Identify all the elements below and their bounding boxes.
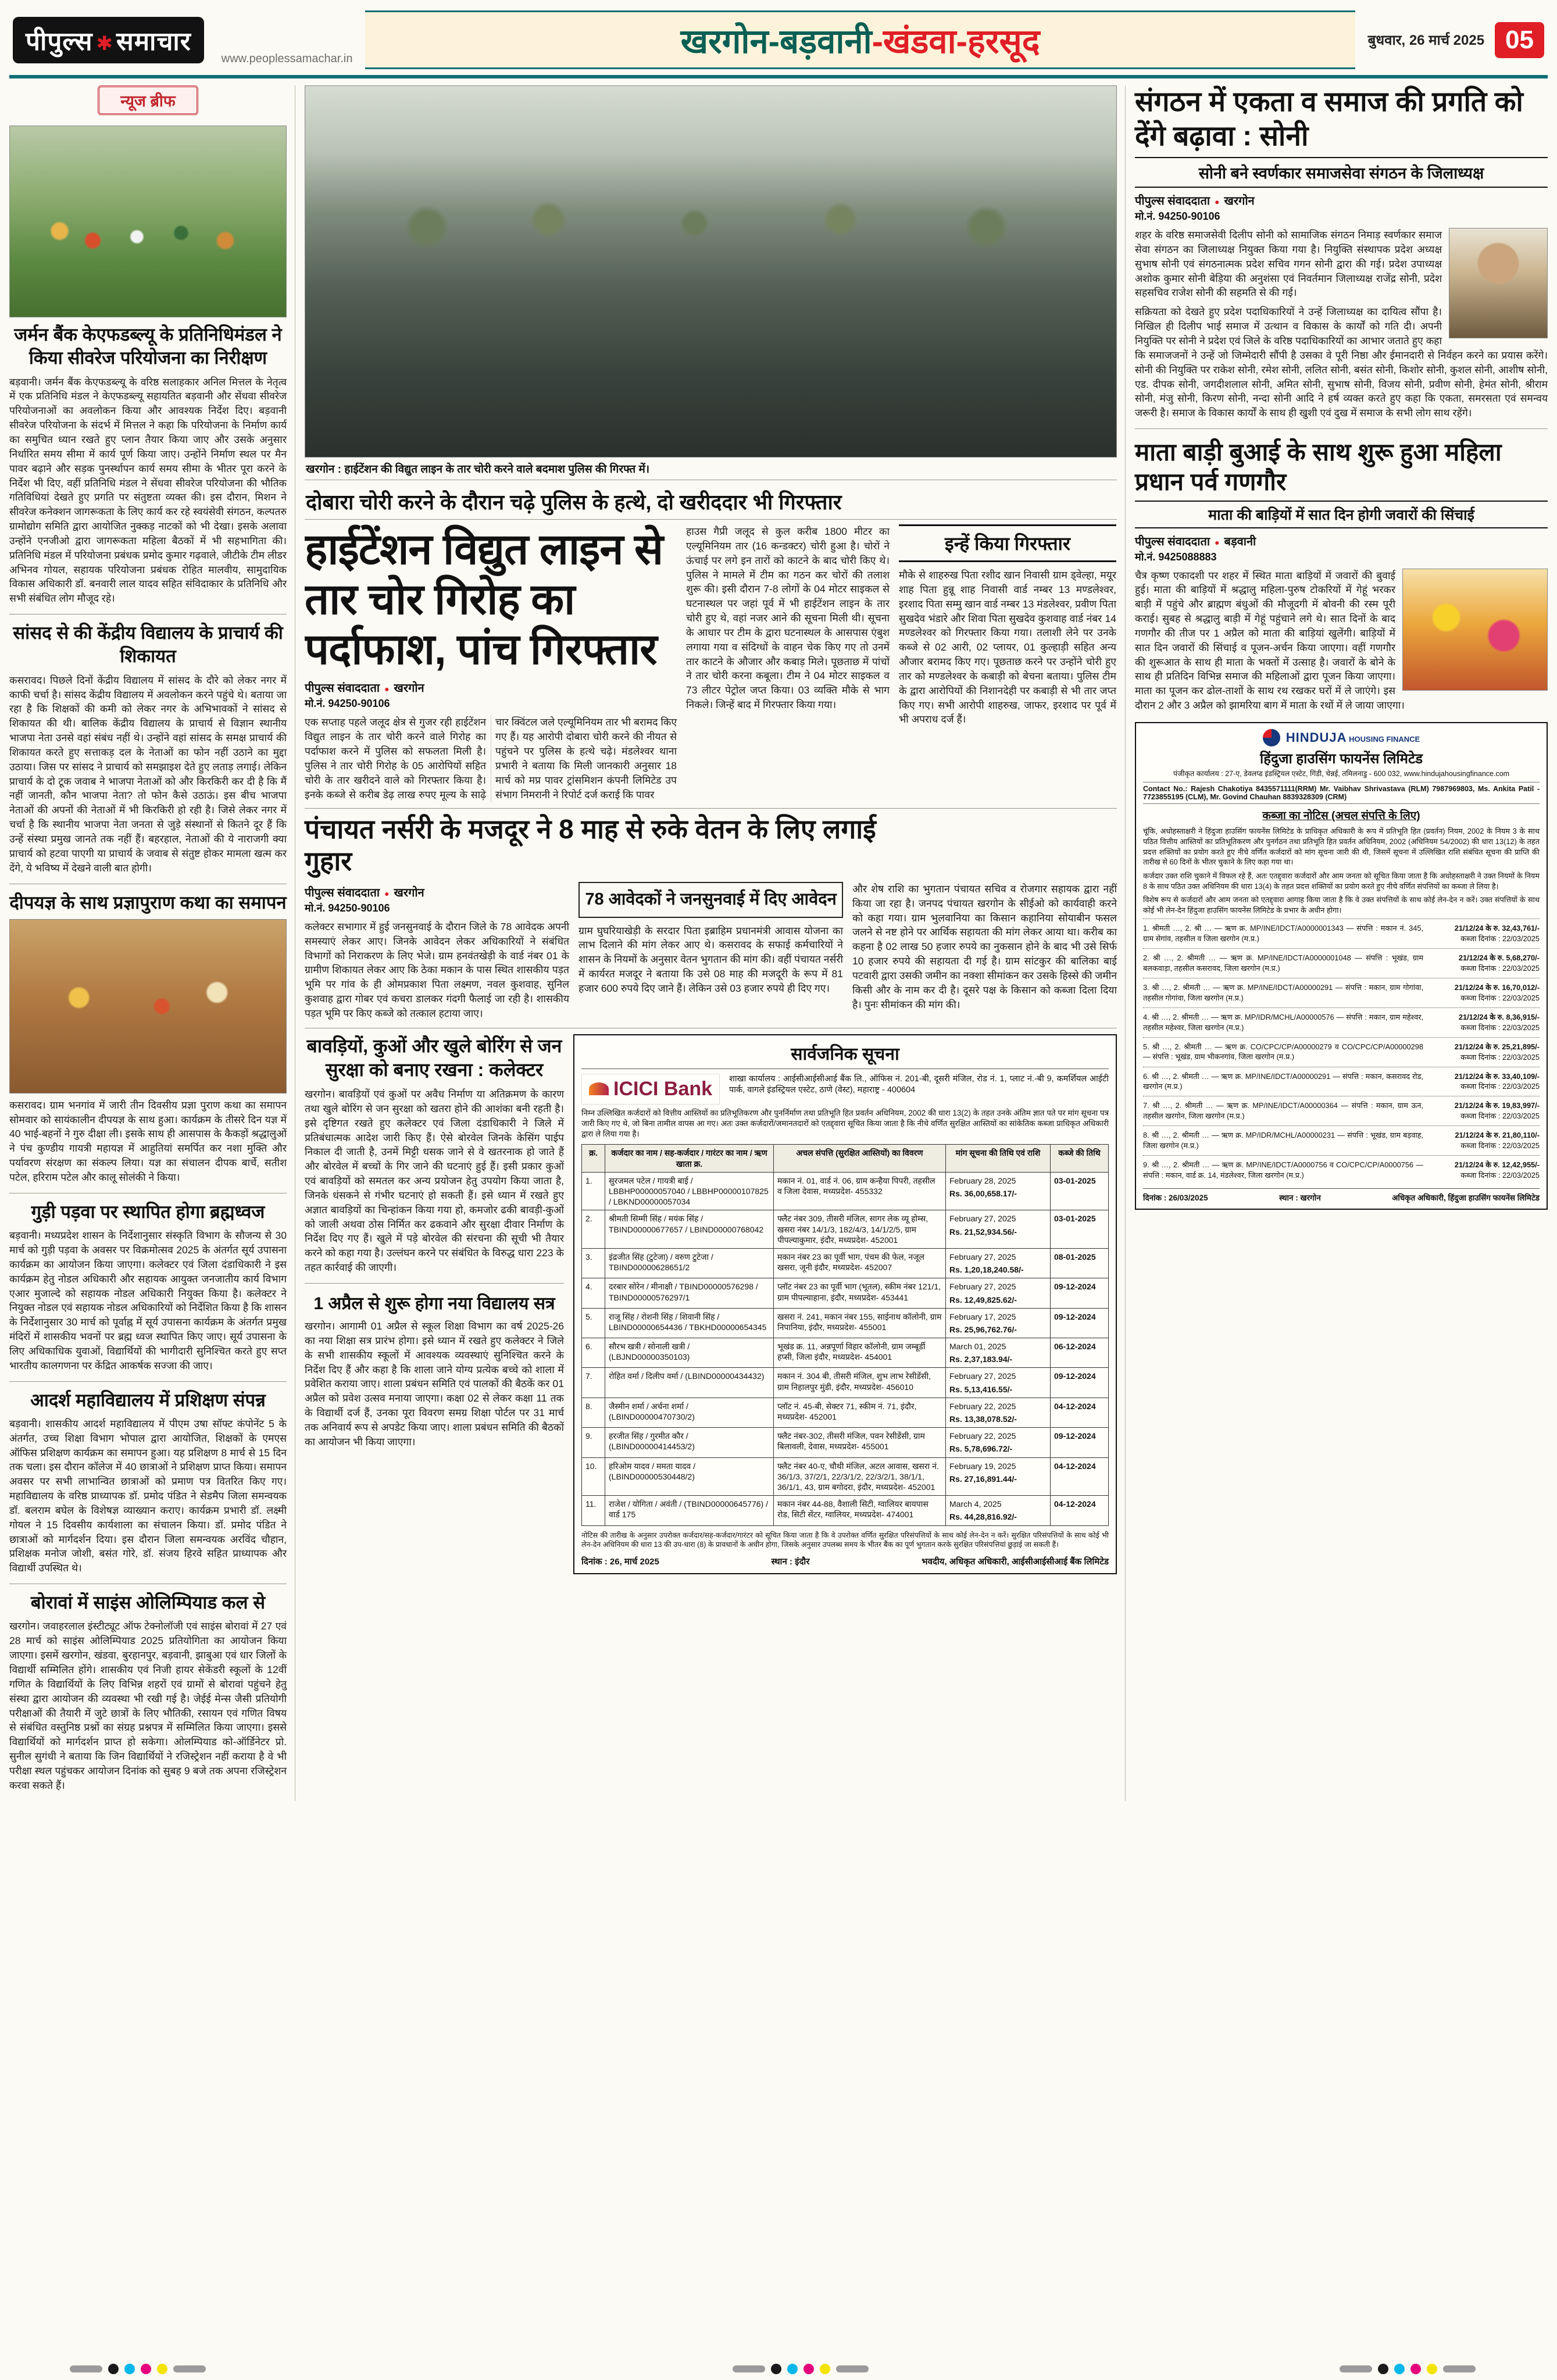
demand-amount: Rs. 5,78,696.72/-: [949, 1444, 1013, 1454]
demand-amount: Rs. 21,52,934.56/-: [949, 1227, 1017, 1237]
byline: [305, 884, 569, 900]
demand-notice-date: February 17, 2025: [949, 1311, 1016, 1321]
grey-bar: [173, 2365, 206, 2372]
gangaur-subhead: माता की बाड़ियों में सात दिन होगी जवारों की सिंचाई: [1135, 501, 1548, 528]
entry-possession-date: कब्जा दिनांक : 22/03/2025: [1460, 964, 1540, 973]
cell-borrower-name: हरिओम यादव / ममता यादव / (LBIND00000530448/2): [605, 1457, 774, 1496]
nursery-body-2: ग्राम घुघरियाखेड़ी के सरदार पिता इब्राहिम प्रधानमंत्री आवास योजना का लाभ दिलाने की मांग लेकर आए थे। कसरावद के सफाई कर्मचारियों ने शासन के नियमों के अनुसार वेतन भुगतान की मांग की। वहीं पंचायत नर्सरी में कार्यरत मजदूर ने बताया कि उसे 08 माह की मजदूरी के रूप में 81 हजार 600 रुपये दिए जाने हैं। लेकिन उसे 03 हजार रुपये ही दिए गए।: [578, 924, 843, 994]
article-headline: सांसद से की केंद्रीय विद्यालय के प्राचार्य की शिकायत: [13, 623, 283, 667]
logo-word-2: समाचार: [116, 27, 191, 56]
region-title-band: [365, 10, 1355, 69]
black-dot-icon: [108, 2364, 119, 2374]
cell-demand-date-amount: [946, 1428, 1051, 1457]
cell-property-description: मकान नं. 01, वार्ड नं. 06, ग्राम कन्हैया पिपरी, तहसील व जिला देवास, मध्यप्रदेश- 455332: [774, 1172, 946, 1210]
main-story-mid: [686, 524, 890, 802]
cell-demand-date-amount: [946, 1172, 1051, 1210]
public-notice-title: सार्वजनिक सूचना: [581, 1041, 1109, 1069]
icici-footer: [581, 1556, 1109, 1567]
entry-possession-date: कब्जा दिनांक : 22/03/2025: [1460, 994, 1540, 1002]
nursery-headline: पंचायत नर्सरी के मजदूर ने 8 माह से रुके वेतन के लिए लगाई गुहार: [305, 813, 876, 876]
byline-place: खरगोन: [1224, 195, 1255, 208]
entry-amount-block: [1429, 1130, 1540, 1151]
cell-possession-date: 09-12-2024: [1051, 1428, 1109, 1457]
demand-amount: Rs. 13,38,078.52/-: [949, 1414, 1017, 1424]
byline-place: बड़वानी: [1224, 535, 1256, 548]
school-session-body: खरगोन। आगामी 01 अप्रैल से स्कूल शिक्षा विभाग का वर्ष 2025-26 का नया शिक्षा सत्र प्रारंभ होगा। इसे ध्यान में रखते हुए कलेक्टर ने जिले के सभी शासकीय स्कूलों में आवश्यक व्यवस्थाएं सुनिश्चित करने के निर्देश दिए हैं और कहा है कि शाला जाने योग्य प्रत्येक बच्चे को शाला में प्रवेशित कराया जाए। शाला प्रबंधन समिति एवं पालकों की बैठकें कर 01 अप्रैल को प्रवेश उत्सव मनाया जाएगा। कक्षा 02 से लेकर कक्षा 11 तक के विद्यार्थी दर्ज हैं, उनका पूरा विवरण समग्र शिक्षा पोर्टल पर 31 मार्च तक अनिवार्य रूप से अपडेट किया जाए। शाला प्रबंधन समिति की बैठकों का आयोजन भी किया जाएगा।: [305, 1320, 564, 1448]
gangaur-body: चैत्र कृष्ण एकादशी पर शहर में स्थित माता बाड़ियों में जवारों की बुवाई हुई। माता की बाड़ियों में श्रद्धालु महिला-पुरुष टोकरियों में गेहूं भरकर बाड़ी में पहुंचे और ब्राह्मण बंधुओं की मौजूदगी में बोवनी की रस्म पूरी कराई। सुबह से श्रद्धालु बाड़ी में गेहूं पहुंचाने लगे थे। सात दिनों के बाद गणगौर की तीज पर 1 अप्रैल को माता की बाड़ियां खुलेंगी। बाड़ियों में सात दिन जवारों की सिंचाई व पूजन-अर्चन किया जाएगा। वहीं गणगौर की शुरूआत के साथ ही माता के भक्तों में उत्साह है। जवारों के बोने के साथ ही प्रतिदिन विभिन्न समाज की महिलाओं द्वारा पूजन किया जाएगा। माता का पूजन कर ढोल-ताशों के साथ रथ रखकर घरों में ले जाएंगे। इस दौरान 2 और 3 अप्रैल को झामरिया बाग में माता के रथों में ले जाया जाएगा।: [1135, 569, 1405, 712]
cell-property-description: फ्लैट नंबर 309, तीसरी मंजिल, सागर लेक व्यू होम्स, खसरा नंबर 14/1/3, 182/4/3, 14/1/2/5, ग्राम पीपल्याकुमार, इंदौर, मध्यप्रदेश- 452001: [774, 1210, 946, 1249]
cell-serial: 8.: [582, 1398, 605, 1427]
hinduja-entry: [1143, 978, 1540, 1007]
photo-wire-thieves-arrest: [305, 85, 1117, 458]
cell-property-description: प्लॉट नंबर 23 का पूर्वी भाग (भूतल), स्कीम नंबर 121/1, ग्राम पीपल्याहाना, इंदौर, मध्यप्रदेश- 453441: [774, 1278, 946, 1308]
magenta-dot-icon: [141, 2364, 151, 2374]
cell-property-description: मकान नं. 304 बी, तीसरी मंजिल, शुभ लाभ रेसीडेंसी, ग्राम निहालपुर मुंडी, इंदौर, मध्यप्रदेश- 456010: [774, 1368, 946, 1398]
icici-brand-text: ICICI Bank: [613, 1077, 713, 1100]
soni-headline: संगठन में एकता व समाज की प्रगति को देंगे बढ़ावा : सोनी: [1135, 87, 1523, 152]
cell-serial: 10.: [582, 1457, 605, 1496]
cyan-dot-icon: [124, 2364, 135, 2374]
article-deep-yagya: [9, 884, 287, 1193]
hinduja-entry: [1143, 1125, 1540, 1155]
entry-demand-amount: 21/12/24 के रु. 8,36,915/-: [1458, 1012, 1540, 1021]
nursery-body-3: और शेष राशि का भुगतान पंचायत सचिव व रोजगार सहायक द्वारा नहीं किया जा रहा है। जनपद पंचायत खरगोन के सीईओ को कार्यवाही करने को कहा गया। ग्राम भुलवानिया का किसान कहानिया सोयाबीन फसल जलने से नष्ट होने पर आर्थिक सहायता की मांग लेकर आया था। करीब का कहना है 02 लाख 50 हजार रुपये का नुकसान होने के बाद भी उसे सिर्फ 10 हजार रुपये की सहायता दी गई है। ग्राम सांटकुर की बालिका बाई पटवारी द्वारा उसकी जमीन का नक्शा सीमांकन कर उसके हिस्से की जमीन किसी और के नाम कर दी है। दूसरे पक्ष के किसान को कब्जा दिला दिया है। पुनः सीमांकन की मांग की।: [852, 882, 1117, 1010]
demand-notice-date: February 19, 2025: [949, 1461, 1016, 1471]
demand-notice-date: February 28, 2025: [949, 1175, 1016, 1185]
article-body: कसरावद। ग्राम भनगांव में जारी तीन दिवसीय प्रज्ञा पुराण कथा का समापन सोमवार को सायंकालीन दीपयज्ञ के साथ हुआ। कार्यक्रम के तीसरे दिन यज्ञ में 40 भाई-बहनों ने गुरु दीक्षा ली। इसके साथ ही आसपास के कैकड़ों श्रद्धालुओं ने पंच कुण्डीय गायत्री महायज्ञ में आहुतियां समर्पित कर नशा मुक्ति और पर्यावरण संरक्षण का संकल्प लिया। यज्ञ का संचालन दीपक बार्चे, सतीश पटेल, हरिराम पटेल और कालू सोलंकी ने किया।: [9, 1099, 287, 1184]
table-header-cell: क्र.: [582, 1145, 605, 1172]
cell-borrower-name: रोहित वर्मा / दिलीप वर्मा / (LBIND00000434432): [605, 1368, 774, 1398]
icici-intro-paragraph: निम्न उल्लिखित कर्जदारों को वित्तीय आस्तियों का प्रतिभूतिकरण और पुनर्निर्माण तथा प्रतिभूति हित प्रवर्तन अधिनियम, 2002 की धारा 13(2) के तहत उनके अंतिम ज्ञात पते पर मांग सूचना पत्र जारी किए गए थे, जो बिना तामील वापस आ गए। अतः उक्त कर्जदारों/जमानतदारों को एतद्द्वारा सूचित किया जाता है कि नीचे वर्णित सुरक्षित आस्तियों का सांकेतिक कब्जा प्राधिकृत अधिकारी द्वारा ले लिया गया है।: [581, 1108, 1109, 1139]
article-sewerage-inspection: [9, 119, 287, 614]
table-row: [582, 1428, 1109, 1457]
hinduja-paragraph-2: कर्जदार उक्त राशि चुकाने में विफल रहे हैं, अतः एतद्द्वारा कर्जदारों और आम जनता को सूचित किया जाता है कि अधोहस्ताक्षरी ने उक्त नियमों के नियम 8 के साथ पठित उक्त अधिनियम की धारा 13(4) के तहत प्रदत्त शक्तियों का प्रयोग करते हुए नीचे वर्णित संपत्तियों का कब्जा ले लिया है।: [1143, 871, 1540, 891]
article-headline: जर्मन बैंक केएफडब्ल्यू के प्रतिनिधिमंडल ने किया सीवरेज परियोजना का निरीक्षण: [14, 324, 282, 369]
hinduja-signoff: अधिकृत अधिकारी, हिंदुजा हाउसिंग फायनेंस लिमिटेड: [1392, 1193, 1540, 1202]
table-row: [582, 1398, 1109, 1427]
hinduja-notice-title: कब्जा का नोटिस (अचल संपत्ति के लिए): [1262, 810, 1420, 823]
demand-notice-date: March 4, 2025: [949, 1499, 1002, 1509]
table-row: [582, 1457, 1109, 1496]
soni-subhead: सोनी बने स्वर्णकार समाजसेवा संगठन के जिलाध्यक्ष: [1135, 157, 1548, 188]
grey-bar: [1340, 2365, 1372, 2372]
entry-borrower-property: 8. श्री …, 2. श्रीमती … — ऋण क्र. MP/IDR/MCHL/A00000231 — संपत्ति : भूखंड, ग्राम बड़वाह, जिला खरगोन (म.प्र.): [1143, 1131, 1423, 1150]
entry-demand-amount: 21/12/24 के रु. 33,40,109/-: [1454, 1071, 1540, 1081]
cell-demand-date-amount: [946, 1496, 1051, 1525]
collector-article: [305, 1034, 564, 1574]
hinduja-logo-icon: [1263, 729, 1280, 746]
cell-possession-date: 09-12-2024: [1051, 1278, 1109, 1308]
cell-serial: 11.: [582, 1496, 605, 1525]
collector-headline: बावड़ियों, कुओं और खुले बोरिंग से जन सुरक्षा को बनाए रखना : कलेक्टर: [306, 1035, 562, 1081]
entry-amount-block: [1429, 1042, 1540, 1063]
magenta-dot-icon: [1410, 2364, 1421, 2374]
masthead-right: [1368, 22, 1544, 58]
byline-bullet-icon: [380, 887, 394, 899]
reporter-label: पीपुल्स संवाददाता: [305, 682, 380, 695]
hinduja-contacts: Contact No.: Rajesh Chakotiya 8435571111(RRM) Mr. Vaibhav Shrivastava (RLM) 7987969803, Ms. Ankita Patil - 7723855195 (CLM), Mr. Govind Chauhan 8839328309 (CRM): [1143, 782, 1540, 804]
icici-bank-logo: [581, 1074, 720, 1105]
entry-possession-date: कब्जा दिनांक : 22/03/2025: [1460, 1082, 1540, 1091]
hinduja-entry: [1143, 1096, 1540, 1125]
edition-date: बुधवार, 26 मार्च 2025: [1367, 33, 1485, 48]
demand-amount: Rs. 44,28,816.92/-: [949, 1512, 1017, 1522]
demand-notice-date: March 01, 2025: [949, 1342, 1006, 1352]
hinduja-entry: [1143, 1155, 1540, 1185]
cell-property-description: फ्लैट नंबर-302, तीसरी मंजिल, पवन रेसीडेंसी, ग्राम बिलावली, देवास, मध्यप्रदेश- 455001: [774, 1428, 946, 1457]
black-dot-icon: [1378, 2364, 1388, 2374]
hinduja-entry: [1143, 1007, 1540, 1037]
cell-serial: 5.: [582, 1308, 605, 1338]
main-story: [305, 519, 1117, 802]
cell-possession-date: 03-01-2025: [1051, 1210, 1109, 1249]
icici-brand-row: [581, 1074, 1109, 1105]
center-column: [305, 85, 1126, 1801]
cell-serial: 2.: [582, 1210, 605, 1249]
table-header-cell: कर्जदार का नाम / सह-कर्जदार / गारंटर का नाम / ऋण खाता क्र.: [605, 1145, 774, 1172]
cell-borrower-name: दरबार सोरेन / मीनाक्षी / TBIND00000576298 / TBIND00000576297/1: [605, 1278, 774, 1308]
cell-possession-date: 08-01-2025: [1051, 1248, 1109, 1278]
arrested-body: मौके से शाहरुख पिता रशीद खान निवासी ग्राम ड्वेल्हा, मयूर शाह पिता हुन्नू शाह निवासी वार्ड नम्बर 13 मण्डलेश्वर, इरशाद पिता सम्मु खान वार्ड नम्बर 13 मंडलेश्वर, प्रवीण पिता सुखदेव भंडारे और शिवा पिता सुखदेव कुशवाह वार्ड नंबर 14 मण्डलेश्वर को गिरफ्तार किया गया। तलाशी लेने पर उनके कब्जे से 02 आरी, 02 प्लायर, 01 कुल्हाड़ी सहित अन्य औजार बरामद किए गए। पूछताछ करने पर उन्होंने चोरी हुए तार को मण्डलेश्वर के कबाड़ी को बेचना बताया। पुलिस टीम के द्वारा आरोपियों की निशानदेही पर कबाड़ी से भी तार जप्त किए गए। सभी आरोपी शाहरुख, जाफर, इरशाद पर पूर्व में भी अपराध दर्ज हैं।: [899, 569, 1116, 726]
hinduja-brand-name: HINDUJA: [1285, 730, 1347, 745]
table-row: [582, 1338, 1109, 1368]
soni-article: [1135, 85, 1548, 420]
entry-amount-block: [1429, 982, 1540, 1003]
article-science-olympiad: [9, 1584, 287, 1800]
entry-demand-amount: 21/12/24 के रु. 16,70,012/-: [1454, 983, 1540, 992]
cell-borrower-name: राजेश / योगिता / अवंती / (TBIND00000645776) / वार्ड 175: [605, 1496, 774, 1525]
demand-notice-date: February 27, 2025: [949, 1252, 1016, 1262]
right-column: [1135, 85, 1548, 1801]
article-headline: आदर्श महाविद्यालय में प्रशिक्षण संपन्न: [30, 1389, 266, 1410]
photo-gangaur-festival: [1402, 569, 1548, 691]
demand-amount: Rs. 36,00,658.17/-: [949, 1189, 1017, 1199]
gangaur-headline: माता बाड़ी बुआई के साथ शुरू हुआ महिला प्रधान पर्व गणगौर: [1135, 428, 1548, 496]
cell-possession-date: 03-01-2025: [1051, 1172, 1109, 1210]
possession-notice-table: [581, 1144, 1109, 1525]
entry-possession-date: कब्जा दिनांक : 22/03/2025: [1460, 1112, 1540, 1121]
entry-possession-date: कब्जा दिनांक : 22/03/2025: [1460, 934, 1540, 944]
cell-possession-date: 09-12-2024: [1051, 1368, 1109, 1398]
icici-office-address: शाखा कार्यालय : आईसीआईसीआई बैंक लि., ऑफिस नं. 201-बी, दूसरी मंजिल, रोड नं. 1, प्लाट नं.-बी 9, कमर्शियल आईटी पार्क, वागले इंडस्ट्रियल एस्टेट, ठाणे (वेस्ट), महाराष्ट्र - 400604: [729, 1074, 1109, 1095]
icici-date: दिनांक : 26, मार्च 2025: [581, 1557, 659, 1567]
reporter-phone: मो.नं. 94250-90106: [1135, 210, 1220, 223]
main-headline: हाईटेंशन विद्युत लाइन से तार चोर गिरोह का पर्दाफाश, पांच गिरफ्तार: [305, 525, 663, 673]
hinduja-entry: [1143, 1067, 1540, 1096]
byline-place: खरगोन: [394, 886, 424, 899]
article-principal-complaint: [9, 614, 287, 884]
cell-possession-date: 06-12-2024: [1051, 1338, 1109, 1368]
demand-notice-date: February 22, 2025: [949, 1401, 1016, 1411]
photo-deep-yagya-ceremony: [9, 919, 287, 1093]
cell-demand-date-amount: [946, 1398, 1051, 1427]
hinduja-paragraph-1: चूंकि, अधोहस्ताक्षरी ने हिंदुजा हाउसिंग फायनेंस लिमिटेड के प्राधिकृत अधिकारी के रूप में प्रतिभूति हित (प्रवर्तन) नियम, 2002 के नियम 3 के साथ पठित वित्तीय आस्तियों का प्रतिभूतिकरण और पुनर्गठन तथा प्रतिभूति हित प्रवर्तन अधिनियम, 2002 (अधिनियम 54/2002) की धारा 13(12) के तहत प्रदत्त शक्तियों का प्रयोग करते हुए नीचे वर्णित कर्जदारों को मांग सूचना जारी की थी, जिसमें सूचना में उल्लिखित राशि संबंधित सूचना की प्राप्ति की तारीख से 60 दिनों के भीतर चुकाने के लिए कहा गया था।: [1143, 827, 1540, 867]
table-row: [582, 1368, 1109, 1398]
yellow-dot-icon: [1427, 2364, 1437, 2374]
icici-signoff: भवदीय, अधिकृत अधिकारी, आईसीआईसीआई बैंक लिमिटेड: [922, 1557, 1109, 1567]
entry-amount-block: [1429, 1071, 1540, 1092]
demand-amount: Rs. 5,13,416.55/-: [949, 1384, 1013, 1394]
entry-demand-amount: 21/12/24 के रु. 19,83,997/-: [1454, 1101, 1540, 1110]
article-body: बड़वानी। जर्मन बैंक केएफडब्ल्यू के वरिष्ठ सलाहकार अनिल मित्तल के नेतृत्व में एक प्रतिनिधि मंडल ने केएफडब्ल्यू सहायतित बड़वानी और सेंधवा सीवरेज परियोजनाओं का अवलोकन किया और आवश्यक निर्देश दिए। बड़वानी सीवरेज परियोजना के संदर्भ में मित्तल ने कहा कि परियोजना के निर्माण कार्य का समुचित ध्यान रखते हुए प्लान तैयार किया जाए और उसके अनुसार निर्धारित समय सीमा में कार्य पूर्ण किया जाए। उन्होंने निर्माण स्थल पर मैन पावर बढ़ाने और सड़क पुनर्स्थापन कार्य समय सीमा के भीतर पूरा करने के निर्देश भी दिए, वहीं प्रतिनिधि मंडल ने सेंधवा सीवरेज परियोजना की भौतिक गतिविधियां देखते हुए प्रगति पर संतुष्टता व्यक्त की। इस दौरान, मिशन ने सीवरेज कनेक्शन जागरूकता के लिए कार्य कर रहे स्वयंसेवी संगठन, कल्पतरु ग्रामोद्योग समिति द्वारा आयोजित नुक्कड़ नाटकों को भी देखा। इसके अलावा उन्होंने एनजीओ द्वारा जागरूकता महिला बैठकों में भी सहभागिता की। प्रतिनिधि मंडल में परियोजना प्रबंधक प्रमोद कुमार गढ़वाले, जीटीके टीम लीडर अभिनव गोयल, सहायक परियोजना प्रबंधक रोहित मालवीय, सामुदायिक विकास अधिकारी डॉ. बनवारी लाल यादव सहित संविदाकार के प्रतिनिधि और सभी संबंधित लोग मौजूद रहे।: [9, 376, 287, 605]
left-column: [9, 85, 295, 1801]
table-row: [582, 1278, 1109, 1308]
table-header-cell: मांग सूचना की तिथि एवं राशि: [946, 1145, 1051, 1172]
hinduja-entry: [1143, 919, 1540, 948]
demand-amount: Rs. 12,49,825.62/-: [949, 1295, 1017, 1305]
reporter-phone: मो.नं. 94250-90106: [305, 698, 390, 710]
table-row: [582, 1308, 1109, 1338]
icici-note-paragraph: नोटिस की तारीख के अनुसार उपरोक्त कर्जदार/सह-कर्जदार/गारंटर को सूचित किया जाता है कि वे उपरोक्त वर्णित सुरक्षित परिसंपत्तियों के साथ कोई लेन-देन न करें। सुरक्षित परिसंपत्तियों के साथ कोई भी लेन-देन अधिनियम की धारा 13 की उप-धारा (8) के प्रावधानों के अधीन होगा, जिसके अनुसार उपलब्ध समय के भीतर बैंक का पूर्ण भुगतान करके सुरक्षित परिसंपत्तियां छुड़ाई जा सकती हैं।: [581, 1531, 1109, 1549]
hinduja-entry: [1143, 948, 1540, 978]
photo-dilip-soni-portrait: [1449, 228, 1548, 338]
entry-possession-date: कब्जा दिनांक : 22/03/2025: [1460, 1023, 1540, 1032]
entry-borrower-property: 5. श्री …, 2. श्रीमती … — ऋण क्र. CO/CPC/CP/A00000279 व CO/CPC/CP/A00000298 — संपत्ति : भूखंड, ग्राम भीकनगांव, जिला खरगोन (म.प्र.): [1143, 1042, 1423, 1062]
print-registration-marks-right: [1340, 2364, 1476, 2374]
demand-notice-date: February 27, 2025: [949, 1282, 1016, 1292]
hinduja-brand: [1143, 729, 1540, 746]
reporter-phone: मो.नं. 9425088883: [1135, 551, 1217, 563]
article-body: खरगोन। जवाहरलाल इंस्टीट्यूट ऑफ टेक्नोलॉजी एवं साइंस बोरावां में 27 एवं 28 मार्च को साइंस ओलिम्पियाड 2025 प्रतियोगिता का आयोजन किया जाएगा। इसमें खरगोन, खंडवा, बुरहानपुर, बड़वानी, झाबुआ एवं धार जिलों के विद्यार्थी सम्मिलित होंगे। शासकीय एवं निजी हायर सेकेंडरी स्कूलों के 12वीं गणित के विद्यार्थियों के लिए विभिन्न शहरों एवं ग्रामों से बोरावां पहुंचने हेतु संस्था द्वारा आयोजन की व्यवस्था भी रखी गई है। जेईई मेन्स जैसी प्रतियोगी परीक्षाओं की तैयारी में जुटे छात्रों के लिए भौतिकी, रसायन एवं गणित विषय से संबंधित वस्तुनिष्ठ प्रश्नों का संग्रह प्रश्नपत्र में सम्मिलित किया जाएगा। इससे विद्यार्थियों को मार्गदर्शन प्राप्त हो सकेगा। ओलम्पियाड को-ऑर्डिनेटर प्रो. सुनील सुगंधी ने बताया कि जिन विद्यार्थियों ने रजिस्ट्रेशन नहीं कराया है वे भी परीक्षा स्थल पहुंचकर आयोजन दिनांक को सुबह 9 बजे तक अपना रजिस्ट्रेशन करवा सकते हैं।: [9, 1620, 287, 1791]
cell-borrower-name: हरजीत सिंह / गुरमीत कौर / (LBIND00000414453/2): [605, 1428, 774, 1457]
article-headline: बोरावां में साइंस ओलिम्पियाड कल से: [30, 1592, 266, 1613]
masthead: [9, 8, 1548, 78]
cell-borrower-name: सुरजमल पटेल / गायत्री बाई / LBBHP00000057040 / LBBHP00000107825 / LBKND00000057034: [605, 1172, 774, 1210]
article-headline: दीपयज्ञ के साथ प्रज्ञापुराण कथा का समापन: [9, 892, 287, 913]
demand-amount: Rs. 2,37,183.94/-: [949, 1355, 1013, 1364]
byline-bullet-icon: [1210, 195, 1224, 208]
entry-amount-block: [1429, 1100, 1540, 1121]
entry-possession-date: कब्जा दिनांक : 22/03/2025: [1460, 1052, 1540, 1062]
nursery-col-2: [578, 882, 843, 1021]
article-gudi-padwa: [9, 1193, 287, 1382]
news-brief-label: न्यूज ब्रीफ: [98, 85, 198, 115]
reporter-label: पीपुल्स संवाददाता: [1135, 195, 1210, 208]
soni-body-1: शहर के वरिष्ठ समाजसेवी दिलीप सोनी को सामाजिक संगठन निमाड़ स्वर्णकार समाज सेवा संगठन का जिलाध्यक्ष नियुक्त किया गया है। नियुक्ति संस्थापक प्रदेश अध्यक्ष सुभाष सोनी एवं संगठनात्मक प्रदेश सचिव गगन सोनी द्वारा की गई। प्रदेश उपाध्यक्ष अशोक कुमार सोनी बेड़िया की अनुशंसा एवं निवर्तमान जिलाध्यक्ष राजेंद्र सोनी, प्रदेश सहसचिव राजेश सोनी की सहमति से की गई।: [1135, 229, 1442, 299]
nursery-col-1: [305, 882, 569, 1021]
cell-demand-date-amount: [946, 1210, 1051, 1249]
grey-bar: [733, 2365, 765, 2372]
arrested-subhead: इन्हें किया गिरफ्तार: [899, 524, 1116, 562]
icici-place: स्थान : इंदौर: [771, 1557, 810, 1567]
newspaper-logo: [13, 17, 204, 63]
cell-property-description: फ्लैट नंबर 40-ए, चौथी मंजिल, अटल आवास, खसरा नं. 36/1/3, 37/2/1, 22/3/1/2, 22/3/2/1, 38/1/1, 36/1/1, 43, ग्राम बगोदरा, इंदौर, मध्यप्रदेश- 452001: [774, 1457, 946, 1496]
cell-demand-date-amount: [946, 1368, 1051, 1398]
article-body: कसरावद। पिछले दिनों केंद्रीय विद्यालय में सांसद के दौरे को लेकर नगर में काफी चर्चा है। सांसद केंद्रीय विद्यालय में अवलोकन करने पहुंचे थे। बताया जा रहा है कि शिक्षकों की कमी को लेकर नगर के अभिभावकों ने सांसद से शिकायत की थी। बालिक केंद्रीय विद्यालय के प्राचार्य से विज्ञान स्थानीय भाजपा नेता उनसे वहां संबंध नहीं थे। उन्होंने वहां सांसद के समक्ष प्राचार्य की शिकायत करते हुए सत्ताकड़ दल के नेताओं का फोन नहीं उठाने का मुद्दा उठाया। जिस पर सांसद ने प्राचार्य को समझाइश देते हुए लताड़ लगाई। लेकिन प्राचार्य के दो टूक जवाब ने भाजपा नेताओं को और किरकिरी कर दी है कि मैं नहीं जानती, कौन भाजपा नेता? तो फोन कैसे उठाऊं। इस बीच भाजपा नेताओं की अपनों की नेताओं में भी किरकिरी हो रही है। जिसे लेकर नगर में चर्चा है कि स्थानीय भाजपा नेता जनता से जुड़े संस्थानों से कितने दूर हैं कि उन्हें संस्था प्रमुख जानते तक नहीं हैं। बहरहाल, नेताओं की ये नाराजगी क्या प्राचार्य को हटवा पाएगी या प्राचार्य के जवाब से संतुष्ट होकर मामला खत्म कर देंगे, ये भविष्य में देखने वाली बात होगी।: [9, 674, 287, 874]
bottom-center-row: [305, 1028, 1117, 1574]
entry-demand-amount: 21/12/24 के रु. 25,21,895/-: [1454, 1042, 1540, 1051]
entry-borrower-property: 9. श्री …, 2. श्रीमती … — ऋण क्र. MP/INE/IDCT/A0000756 व CO/CPC/CP/A0000756 — संपत्ति : मकान, वार्ड क्र. 14, मंडलेश्वर, जिला खरगोन (म.प्र.): [1143, 1160, 1423, 1180]
entry-demand-amount: 21/12/24 के रु. 5,68,270/-: [1458, 953, 1540, 963]
black-dot-icon: [771, 2364, 781, 2374]
region-title-part2: -खंडवा-हरसूद: [872, 23, 1040, 60]
page-content: [9, 85, 1548, 1801]
article-headline: गुड़ी पड़वा पर स्थापित होगा ब्रह्मध्वज: [31, 1201, 265, 1222]
entry-demand-amount: 21/12/24 के रु. 12,42,955/-: [1454, 1160, 1540, 1169]
byline: [305, 680, 677, 695]
cell-serial: 6.: [582, 1338, 605, 1368]
table-header-row: [582, 1145, 1109, 1172]
reporter-label: पीपुल्स संवाददाता: [1135, 535, 1210, 548]
reporter-label: पीपुल्स संवाददाता: [305, 886, 380, 899]
cell-serial: 7.: [582, 1368, 605, 1398]
cell-borrower-name: इंद्रजीत सिंह (टुटेजा) / वरुण टुटेजा / TBIND00000628651/2: [605, 1248, 774, 1278]
school-session-headline: 1 अप्रैल से शुरू होगा नया विद्यालय सत्र: [305, 1283, 564, 1314]
byline: [1135, 533, 1548, 549]
table-row: [582, 1172, 1109, 1210]
hinduja-address: पंजीकृत कार्यालय : 27-ए, डेवलप्ड इंडस्ट्रियल एस्टेट, गिंडी, चेन्नई, तमिलनाडु - 600 032, www.hindujahousingfinance.com: [1173, 769, 1510, 778]
entry-demand-amount: 21/12/24 के रु. 21,80,110/-: [1455, 1131, 1540, 1140]
demand-notice-date: February 27, 2025: [949, 1214, 1016, 1224]
demand-amount: Rs. 1,20,18,240.58/-: [949, 1265, 1024, 1275]
entry-borrower-property: 7. श्री …, 2. श्रीमती … — ऋण क्र. MP/INE/IDCT/A00000364 — संपत्ति : मकान, ग्राम ऊन, तहसील खरगोन, जिला खरगोन (म.प्र.): [1143, 1101, 1423, 1120]
entry-borrower-property: 2. श्री …, 2. श्रीमती … — ऋण क्र. MP/INE/IDCT/A0000001048 — संपत्ति : भूखंड, ग्राम बलकवाड़ा, तहसील कसरावद, जिला खरगोन (म.प्र.): [1143, 953, 1423, 973]
cell-borrower-name: सौरभ खत्री / सोनाली खत्री / (LBJND00000350103): [605, 1338, 774, 1368]
byline-place: खरगोन: [394, 682, 424, 695]
cell-serial: 1.: [582, 1172, 605, 1210]
main-photo-caption: खरगोन : हाईटेंशन की विद्युत लाइन के तार चोरी करने वाले बदमाश पुलिस की गिरफ्त में।: [305, 458, 1117, 480]
grey-bar: [70, 2365, 102, 2372]
demand-amount: Rs. 27,16,891.44/-: [949, 1474, 1017, 1484]
cell-serial: 3.: [582, 1248, 605, 1278]
entry-amount-block: [1429, 1012, 1540, 1033]
cyan-dot-icon: [787, 2364, 798, 2374]
main-story-left: [305, 524, 677, 802]
demand-notice-date: February 22, 2025: [949, 1431, 1016, 1441]
yellow-dot-icon: [157, 2364, 167, 2374]
table-header-cell: कब्जे की तिथि: [1051, 1145, 1109, 1172]
byline-bullet-icon: [1210, 535, 1224, 548]
cell-property-description: भूखंड क्र. 11, अन्नपूर्णा विहार कॉलोनी, ग्राम जम्बूर्डी हप्सी, जिला इंदौर, मध्यप्रदेश- 454001: [774, 1338, 946, 1368]
cell-possession-date: 04-12-2024: [1051, 1398, 1109, 1427]
cell-demand-date-amount: [946, 1457, 1051, 1496]
table-row: [582, 1210, 1109, 1249]
cell-demand-date-amount: [946, 1338, 1051, 1368]
cell-property-description: मकान नंबर 44-88, वैशाली सिटी, ग्वालियर बायपास रोड, सिटी सेंटर, ग्वालियर, मध्यप्रदेश- 474001: [774, 1496, 946, 1525]
hinduja-place: स्थान : खरगोन: [1279, 1193, 1321, 1202]
demand-amount: Rs. 25,96,762.76/-: [949, 1324, 1017, 1334]
jansunwai-subhead: 78 आवेदकों ने जनसुनवाई में दिए आवेदन: [578, 882, 843, 918]
print-registration-marks-center: [733, 2364, 869, 2374]
article-body: बड़वानी। शासकीय आदर्श महाविद्यालय में पीएम उषा सॉफ्ट कंपोनेंट 5 के अंतर्गत, उच्च शिक्षा विभाग भोपाल द्वारा आयोजित, शिक्षकों के एमएस ऑफिस प्रशिक्षण कार्यक्रम का समापन हुआ। यह प्रशिक्षण 8 मार्च से 15 दिन तक चला। इस दौरान कॉलेज में 40 छात्राओं ने प्रशिक्षण प्राप्त किया। समापन अवसर पर सभी लाभान्वित छात्राओं को प्रमाण पत्र वितरित किए गए। महाविद्यालय के वरिष्ठ प्राध्यापक डॉ. प्रमोद पंडित ने सेडमैप जिला समन्वयक डॉ. बलराम बघेल के विशेषज्ञ व्याख्यान कराए। कार्यक्रम प्रभारी डॉ. लक्ष्मी गोयल ने 15 दिवसीय कार्यशाला का संचालन किया। डॉ. प्रमोद पंडित ने छात्राओं को मार्गदर्शन दिया। इस दौरान जिला समन्वयक अरविंद चौहान, प्रशिक्षक मनोज जोशी, बसंत गोरे, डॉ. संजय हिरवे सहित प्राध्यापक और विद्यार्थी उपस्थित थे।: [9, 1417, 287, 1574]
cell-demand-date-amount: [946, 1248, 1051, 1278]
cell-borrower-name: राजू सिंह / रोशनी सिंह / शिवानी सिंह / LBIND00000654436 / TBKHD00000654345: [605, 1308, 774, 1338]
entry-borrower-property: 4. श्री …, 2. श्रीमती … — ऋण क्र. MP/IDR/MCHL/A00000576 — संपत्ति : मकान, ग्राम महेश्वर, तहसील महेश्वर, जिला खरगोन (म.प्र.): [1143, 1012, 1423, 1032]
byline-bullet-icon: [380, 682, 394, 695]
article-college-training: [9, 1382, 287, 1585]
cell-property-description: प्लॉट नं. 45-बी, सेक्टर 71, स्कीम नं. 71, इंदौर, मध्यप्रदेश- 452001: [774, 1398, 946, 1427]
photo-sewerage-inspection: [9, 126, 287, 317]
gangaur-article: [1135, 428, 1548, 713]
region-title-part1: खरगोन-बड़वानी: [680, 23, 872, 60]
cell-property-description: मकान नंबर 23 का पूर्वी भाग, पंचम की फेल, नजूल खसरा, जूनी इंदौर, मध्यप्रदेश- 452007: [774, 1248, 946, 1278]
entry-demand-amount: 21/12/24 के रु. 32,43,761/-: [1454, 924, 1540, 933]
hinduja-date: दिनांक : 26/03/2025: [1143, 1193, 1208, 1202]
entry-borrower-property: 1. श्रीमती …, 2. श्री … — ऋण क्र. MP/INE/IDCT/A0000001343 — संपत्ति : मकान नं. 345, ग्राम सेगांव, तहसील व जिला खरगोन (म.प्र.): [1143, 924, 1423, 944]
icici-arc-icon: [589, 1082, 609, 1095]
soni-body-2: सक्रियता को देखते हुए प्रदेश पदाधिकारियों ने उन्हें जिलाध्यक्ष का दायित्व सौंपा है। निखिल ही दिलीप भाई समाज में उत्थान व विकास के कार्यों को गति दी। अपनी नियुक्ति पर सोनी ने प्रदेश एवं जिले के वरिष्ठ पदाधिकारियों का आभार जताते हुए कहा कि समाजजनों ने उन्हें जो जिम्मेदारी सौंपी है उसका वे पूरी निष्ठा और ईमानदारी से निर्वहन करने का प्रयास करेंगे। सोनी की नियुक्ति पर राकेश सोनी, रमेश सोनी, ललित सोनी, बसंत सोनी, किशोर सोनी, कुशल सोनी, आशीष सोनी, एड. दीपक सोनी, जगदीशलाल सोनी, अमित सोनी, सुभाष सोनी, विजय सोनी, प्रवीण सोनी, हेमंत सोनी, श्रीराम सोनी, मंजु सोनी, किरण सोनी, नन्दा सोनी आदि ने हर्ष व्यक्त करते हुए कहा कि एकता, समरसता एवं समन्वय जरूरी है। समाज के विकास कार्यों के साथ ही खुशी एवं दुख में समाज के सभी लोग साथ रहेंगे।: [1135, 306, 1548, 419]
entry-borrower-property: 6. श्री …, 2. श्रीमती … — ऋण क्र. MP/INE/IDCT/A00000291 — संपत्ति : मकान, कसरावद रोड, खरगोन (म.प्र.): [1143, 1071, 1423, 1091]
cell-demand-date-amount: [946, 1278, 1051, 1308]
cell-possession-date: 09-12-2024: [1051, 1308, 1109, 1338]
main-story-right: [899, 524, 1116, 802]
cell-possession-date: 04-12-2024: [1051, 1496, 1109, 1525]
cyan-dot-icon: [1394, 2364, 1405, 2374]
hinduja-paragraph-3: विशेष रूप से कर्जदारों और आम जनता को एतद्द्वारा आगाह किया जाता है कि वे उक्त संपत्तियों के साथ कोई लेन-देन न करें। उक्त संपत्तियों के साथ कोई भी लेन-देन हिंदुजा हाउसिंग फायनेंस लिमिटेड के प्रभार के अधीन होगा।: [1143, 895, 1540, 914]
nursery-body-1: कलेक्टर सभागार में हुई जनसुनवाई के दौरान जिले के 78 आवेदक अपनी समस्याएं लेकर आए। जिनके आवेदन लेकर अधिकारियों ने संबंधित विभागों को निराकरण के लिए भेजे। ग्राम हनवंतखेड़ी के वार्ड नंबर 01 के ग्रामीण शिकायत लेकर आए कि ठेका मकान के पास स्थित शासकीय पड़त भूमि पर गांव के ही ओमप्रकाश पिता लक्ष्मण, नवल कुशवाह, सुनिल कुशवाह द्वारा गोबर एवं कचरा डालकर गंदगी फैलाई जा रही है। शासकीय पड़त भूमि पर किए कब्जे को तत्काल हटाया जाए।: [305, 920, 569, 1019]
demand-notice-date: February 27, 2025: [949, 1371, 1016, 1381]
grey-bar: [836, 2365, 869, 2372]
article-body: बड़वानी। मध्यप्रदेश शासन के निर्देशानुसार संस्कृति विभाग के सौजन्य से 30 मार्च को गुड़ी पड़वा के अवसर पर विक्रमोत्सव 2025 के अंतर्गत सूर्य उपासना कार्यक्रम का आयोजन किया जाएगा। कलेक्टर एवं जिला दंडाधिकारी ने इस कार्यक्रम हेतु नोडल अधिकारी और सहायक आयुक्त जनजातीय कार्य विभाग एआर मुजाल्दे को सहायक नोडल अधिकारी नियुक्त किया है। कलेक्टर ने नियुक्त नोडल एवं सहायक नोडल अधिकारियों को निर्देशित किया है कि शासन के निर्देशानुसार 30 मार्च को पूर्वाह्न में सूर्य उपासना कार्यक्रम के अंतर्गत प्रमुख मंदिरों में शासकीय भवनों पर ब्रह्म ध्वज स्थापित किए जाए। सूर्य उपासना के लिए अधिकाधिक युवाओं, विद्यार्थियों की भागीदारी सुनिश्चित करते हुए सप्त भारतीय कालगणना पर केंद्रित आकर्षक सज्जा की जाए।: [9, 1230, 287, 1371]
entry-amount-block: [1429, 1160, 1540, 1181]
hinduja-footer: [1143, 1188, 1540, 1203]
cell-serial: 9.: [582, 1428, 605, 1457]
nursery-columns: [305, 882, 1117, 1021]
table-body: [582, 1172, 1109, 1525]
cell-possession-date: 04-12-2024: [1051, 1457, 1109, 1496]
hinduja-brand-sub: HOUSING FINANCE: [1349, 734, 1420, 744]
yellow-dot-icon: [820, 2364, 830, 2374]
cell-borrower-name: जैस्मीन शर्मा / अर्चना शर्मा / (LBIND00000470730/2): [605, 1398, 774, 1427]
hinduja-entry: [1143, 1037, 1540, 1067]
magenta-dot-icon: [804, 2364, 814, 2374]
hinduja-entries: [1143, 919, 1540, 1184]
page-number-badge: 05: [1495, 22, 1544, 58]
website-url: www.peoplessamachar.in: [221, 52, 353, 65]
hinduja-possession-notice: [1135, 722, 1548, 1210]
entry-amount-block: [1429, 923, 1540, 944]
entry-borrower-property: 3. श्री …, 2. श्रीमती … — ऋण क्र. MP/INE/IDCT/A00000291 — संपत्ति : मकान, ग्राम गोगांवा, तहसील गोगांवा, जिला खरगोन (म.प्र.): [1143, 983, 1423, 1002]
table-row: [582, 1248, 1109, 1278]
byline: [1135, 192, 1548, 208]
hinduja-company-name: हिंदुजा हाउसिंग फायनेंस लिमिटेड: [1260, 751, 1423, 767]
grey-bar: [1443, 2365, 1476, 2372]
nursery-col-3: [852, 882, 1117, 1021]
entry-possession-date: कब्जा दिनांक : 22/03/2025: [1460, 1141, 1540, 1150]
icici-public-notice: [573, 1034, 1117, 1574]
reporter-phone: मो.नं. 94250-90106: [305, 902, 390, 914]
cell-serial: 4.: [582, 1278, 605, 1308]
main-story-body-2: हाउस गैप्री जलूद से कुल करीब 1800 मीटर का एल्यूमिनियम तार (16 कन्डक्टर) चोरी हुआ है। चोरों ने ऊंचाई पर लगे इन तारों को काटने के बाद चोरी किए थे। पुलिस ने मामले में टीम का गठन कर चोरों की तलाश शुरू की। इसी दौरान 7-8 लोगों के 04 मोटर साइकल से घटनास्थल पर जहां पूर्व में भी हाईटेंशन लाइन के तार चोरी हुए थे, वहां नजर आने की सूचना मिली थी। सूचना के आधार पर टीम के द्वारा घटनास्थल के आसपास एंबुश लगाया गया व संदिग्धों के वाहन चेक किए गए तो उनमें तार काटने के औजार और कबाड़ मिले। पूछताछ में पांचों ने तार चोरी करना कबूला। टीम ने 04 मोटर साइकल व 73 लीटर पेट्रोल जप्त किया। 03 व्यक्ति मौके से भाग निकले। जिन्हें बाद में गिरफ्तार किया गया।: [686, 526, 890, 711]
table-row: [582, 1496, 1109, 1525]
nursery-wages-story: [305, 808, 1117, 1021]
logo-word-1: पीपुल्स: [26, 27, 93, 56]
table-header-cell: अचल संपत्ति (सुरक्षित आस्तियों) का विवरण: [774, 1145, 946, 1172]
print-registration-marks-left: [70, 2364, 206, 2374]
main-story-body-1: एक सप्ताह पहले जलूद क्षेत्र से गुजर रही हाईटेंशन विद्युत लाइन के तार चोरी करने वाले गिरोह का पर्दाफाश करने में पुलिस को सफलता मिली है। पुलिस ने तार चोरी गिरोह के 05 आरोपियों सहित चोरी के तार खरीदने वाले को गिरफ्तार किया है। इनके कब्जे से करीब डेढ़ लाख रुपए मूल्य के साढ़े चार क्विंटल जले एल्यूमिनियम तार भी बरामद किए गए हैं। यह आरोपी दोबारा चोरी करने की नीयत से पहुंचने पर पुलिस के हत्थे चढ़े। मंडलेश्वर थाना प्रभारी ने बताया कि मिली जानकारी अनुसार 18 मार्च को मप्र पावर ट्रांसमिशन कंपनी लिमिटेड उप संभाग निमरानी ने रिपोर्ट दर्ज कराई कि पावर: [305, 716, 677, 801]
collector-body: खरगोन। बावड़ियों एवं कुओं पर अवैध निर्माण या अतिक्रमण के कारण तथा खुले बोरिंग से जन सुरक्षा को खतरा होने की आशंका बनी रहती है। इसे दृष्टिगत रखते हुए कलेक्टर एवं जिला दंडाधिकारी ने जिले में प्रतिबंधात्मक आदेश जारी किए हैं। ऐसे बोरवेल जिनके केसिंग पाईप निकाल दी जाती है, उनमें मिट्टी धसक जाने से वे खतरनाक हो जाते हैं और बोरवेल में बच्चों के गिर जाने की घटनाएं हुई हैं। इसी प्रकार कुओं एवं बावड़ियों को समतल कर अन्य प्रयोजन हेतु उपयोग किया जाता है, जिनके धंसकने से गंभीर घटनाएं हो सकती हैं। इसे ध्यान में रखते हुए अज्ञात बावड़ियों का चिन्हांकन किया गया हो, कमजोर ढकी बावड़ी-कुओं को जाली अथवा ठोस निर्मित कर ढकवाने और सुरक्षा दीवार निर्माण के निर्देश दिए गए हैं। खुले में पड़े बोरवेल की संरचना की सूची भी तैयार करने को कहा गया है। उल्लंघन करने पर संबंधित के विरुद्ध धारा 223 के तहत कार्रवाई की जाएगी।: [305, 1088, 564, 1274]
cell-borrower-name: श्रीमती सिम्मी सिंह / मयंक सिंह / TBIND00000677657 / LBIND00000768042: [605, 1210, 774, 1249]
cell-demand-date-amount: [946, 1308, 1051, 1338]
main-story-kicker: दोबारा चोरी करने के दौरान चढ़े पुलिस के हत्थे, दो खरीददार भी गिरफ्तार: [306, 490, 842, 514]
logo-star-icon: ✱: [96, 32, 113, 55]
entry-possession-date: कब्जा दिनांक : 22/03/2025: [1460, 1170, 1540, 1180]
cell-property-description: खसरा नं. 241, मकान नंबर 155, साईनाथ कॉलोनी, ग्राम निपानिया, इंदौर, मध्यप्रदेश- 455001: [774, 1308, 946, 1338]
entry-amount-block: [1429, 953, 1540, 974]
